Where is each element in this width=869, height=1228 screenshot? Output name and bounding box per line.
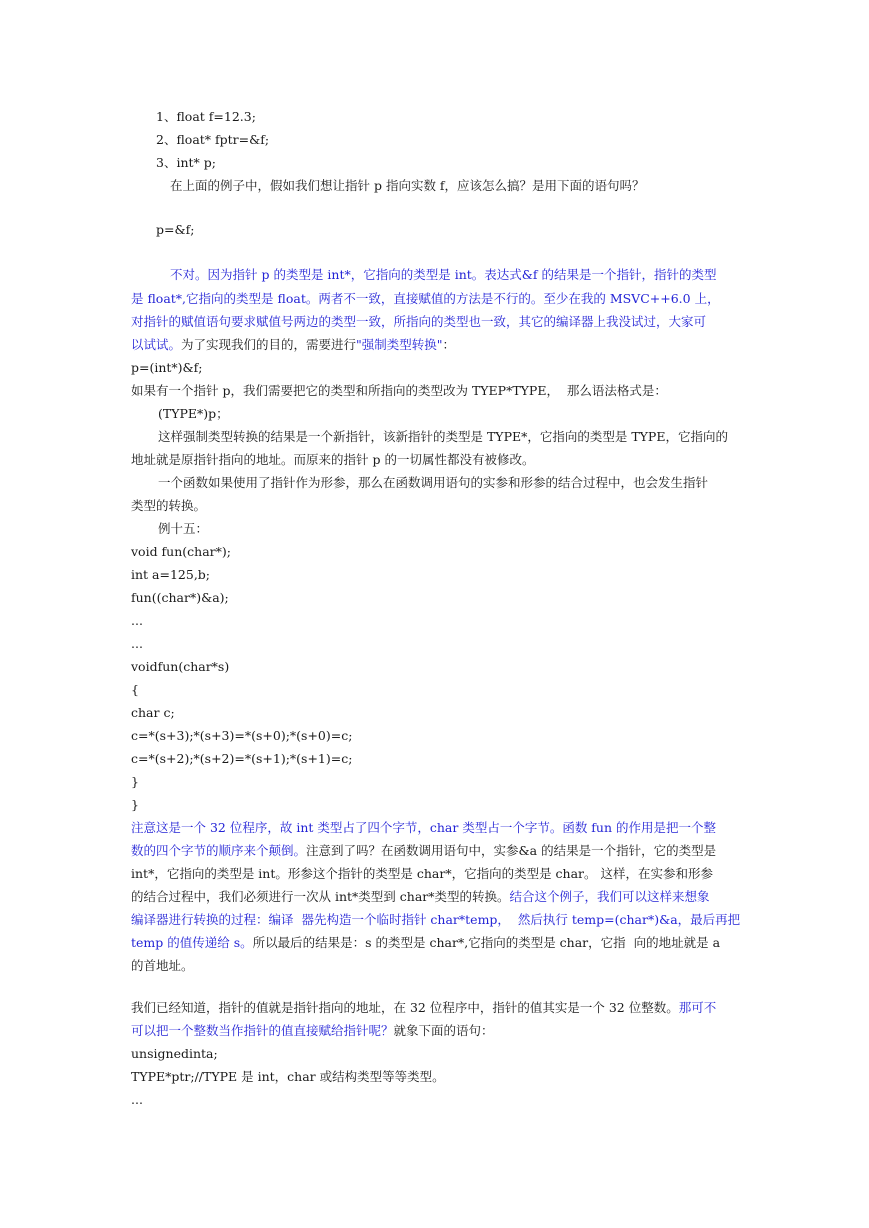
code-line: void fun(char*); xyxy=(131,544,231,559)
body-text: 就象下面的语句： xyxy=(393,1023,494,1038)
paragraph-line: 如果有一个指针 p，我们需要把它的类型和所指向的类型改为 TYEP*TYPE， 那么语法格式是： xyxy=(131,383,667,398)
body-text: 的结合过程中，我们必须进行一次从 int*类型到 char*类型的转换。 xyxy=(131,889,510,904)
highlight-text: 数的四个字节的顺序来个颠倒。 xyxy=(131,843,307,858)
code-line: 3、int* p; xyxy=(156,155,216,170)
paragraph-line: 类型的转换。 xyxy=(131,498,207,513)
code-line: ... xyxy=(131,1092,143,1107)
paragraph-line xyxy=(131,1022,741,1040)
highlight-text: "强制类型转换" xyxy=(356,337,443,352)
paragraph-line xyxy=(131,934,741,952)
body-text: 所以最后的结果是：s 的类型是 char*,它指向的类型是 char，它指 向的地址就是 a xyxy=(252,935,721,950)
code-line: TYPE*ptr;//TYPE 是 int，char 或结构类型等等类型。 xyxy=(131,1069,445,1084)
paragraph-line: 在上面的例子中，假如我们想让指针 p 指向实数 f，应该怎么搞？是用下面的语句吗？ xyxy=(170,178,645,193)
highlight-text: 可以把一个整数当作指针的值直接赋给指针呢？ xyxy=(131,1023,394,1038)
code-line: p=&f; xyxy=(156,222,195,237)
paragraph-line xyxy=(131,999,741,1017)
paragraph-line xyxy=(131,842,741,860)
highlight-text: 那可不 xyxy=(678,1000,717,1015)
code-line: p=(int*)&f; xyxy=(131,360,203,375)
code-line: fun((char*)&a); xyxy=(131,590,229,605)
paragraph-line: 一个函数如果使用了指针作为形参，那么在函数调用语句的实参和形参的结合过程中，也会发生指针 xyxy=(158,475,709,490)
code-line: voidfun(char*s) xyxy=(131,659,230,674)
code-line: c=*(s+3);*(s+3)=*(s+0);*(s+0)=c; xyxy=(131,728,353,743)
code-line: { xyxy=(131,682,139,697)
code-line: ... xyxy=(131,613,143,628)
highlight-text: temp 的值传递给 s。 xyxy=(131,935,253,950)
paragraph-line: int*，它指向的类型是 int。形参这个指针的类型是 char*，它指向的类型是 char。 这样，在实参和形参 xyxy=(131,866,713,881)
code-line: int a=125,b; xyxy=(131,567,211,582)
code-line: 2、float* fptr=&f; xyxy=(156,132,270,147)
paragraph-line xyxy=(131,888,741,906)
code-line: c=*(s+2);*(s+2)=*(s+1);*(s+1)=c; xyxy=(131,751,353,766)
code-line: char c; xyxy=(131,705,175,720)
paragraph-line: 这样强制类型转换的结果是一个新指针，该新指针的类型是 TYPE*，它指向的类型是 TYPE，它指向的 xyxy=(158,429,728,444)
paragraph-line: 不对。因为指针 p 的类型是 int*，它指向的类型是 int。表达式&f 的结果是一个指针，指针的类型 xyxy=(170,267,717,282)
body-text: ： xyxy=(442,337,456,352)
body-text: 注意到了吗？在函数调用语句中，实参&a 的结果是一个指针，它的类型是 xyxy=(306,843,717,858)
highlight-text: 结合这个例子，我们可以这样来想象 xyxy=(509,889,710,904)
paragraph-line: 是 float*,它指向的类型是 float。两者不一致，直接赋值的方法是不行的。至少在我的 MSVC++6.0 上， xyxy=(131,291,720,306)
paragraph-line: 地址就是原指针指向的地址。而原来的指针 p 的一切属性都没有被修改。 xyxy=(131,452,535,467)
code-line: 1、float f=12.3; xyxy=(156,109,256,124)
paragraph-line: 对指针的赋值语句要求赋值号两边的类型一致，所指向的类型也一致，其它的编译器上我没试过，大家可 xyxy=(131,314,707,329)
highlight-text: 以试试。 xyxy=(131,337,182,352)
body-text: 为了实现我们的目的，需要进行 xyxy=(181,337,357,352)
body-text: 我们已经知道，指针的值就是指针指向的地址，在 32 位程序中，指针的值其实是一个 32 位整数。 xyxy=(131,1000,679,1015)
code-line: unsignedinta; xyxy=(131,1046,218,1061)
code-line: } xyxy=(131,774,139,789)
code-line: (TYPE*)p； xyxy=(158,406,229,421)
paragraph-line xyxy=(131,336,741,354)
paragraph-line: 注意这是一个 32 位程序，故 int 类型占了四个字节，char 类型占一个字节。函数 fun 的作用是把一个整 xyxy=(131,820,716,835)
example-label: 例十五： xyxy=(158,521,209,536)
paragraph-line: 编译器进行转换的过程：编译 器先构造一个临时指针 char*temp， 然后执行 temp=(char*)&a，最后再把 xyxy=(131,912,741,927)
code-line: } xyxy=(131,797,139,812)
paragraph-line: 的首地址。 xyxy=(131,958,194,973)
code-line: ... xyxy=(131,636,143,651)
